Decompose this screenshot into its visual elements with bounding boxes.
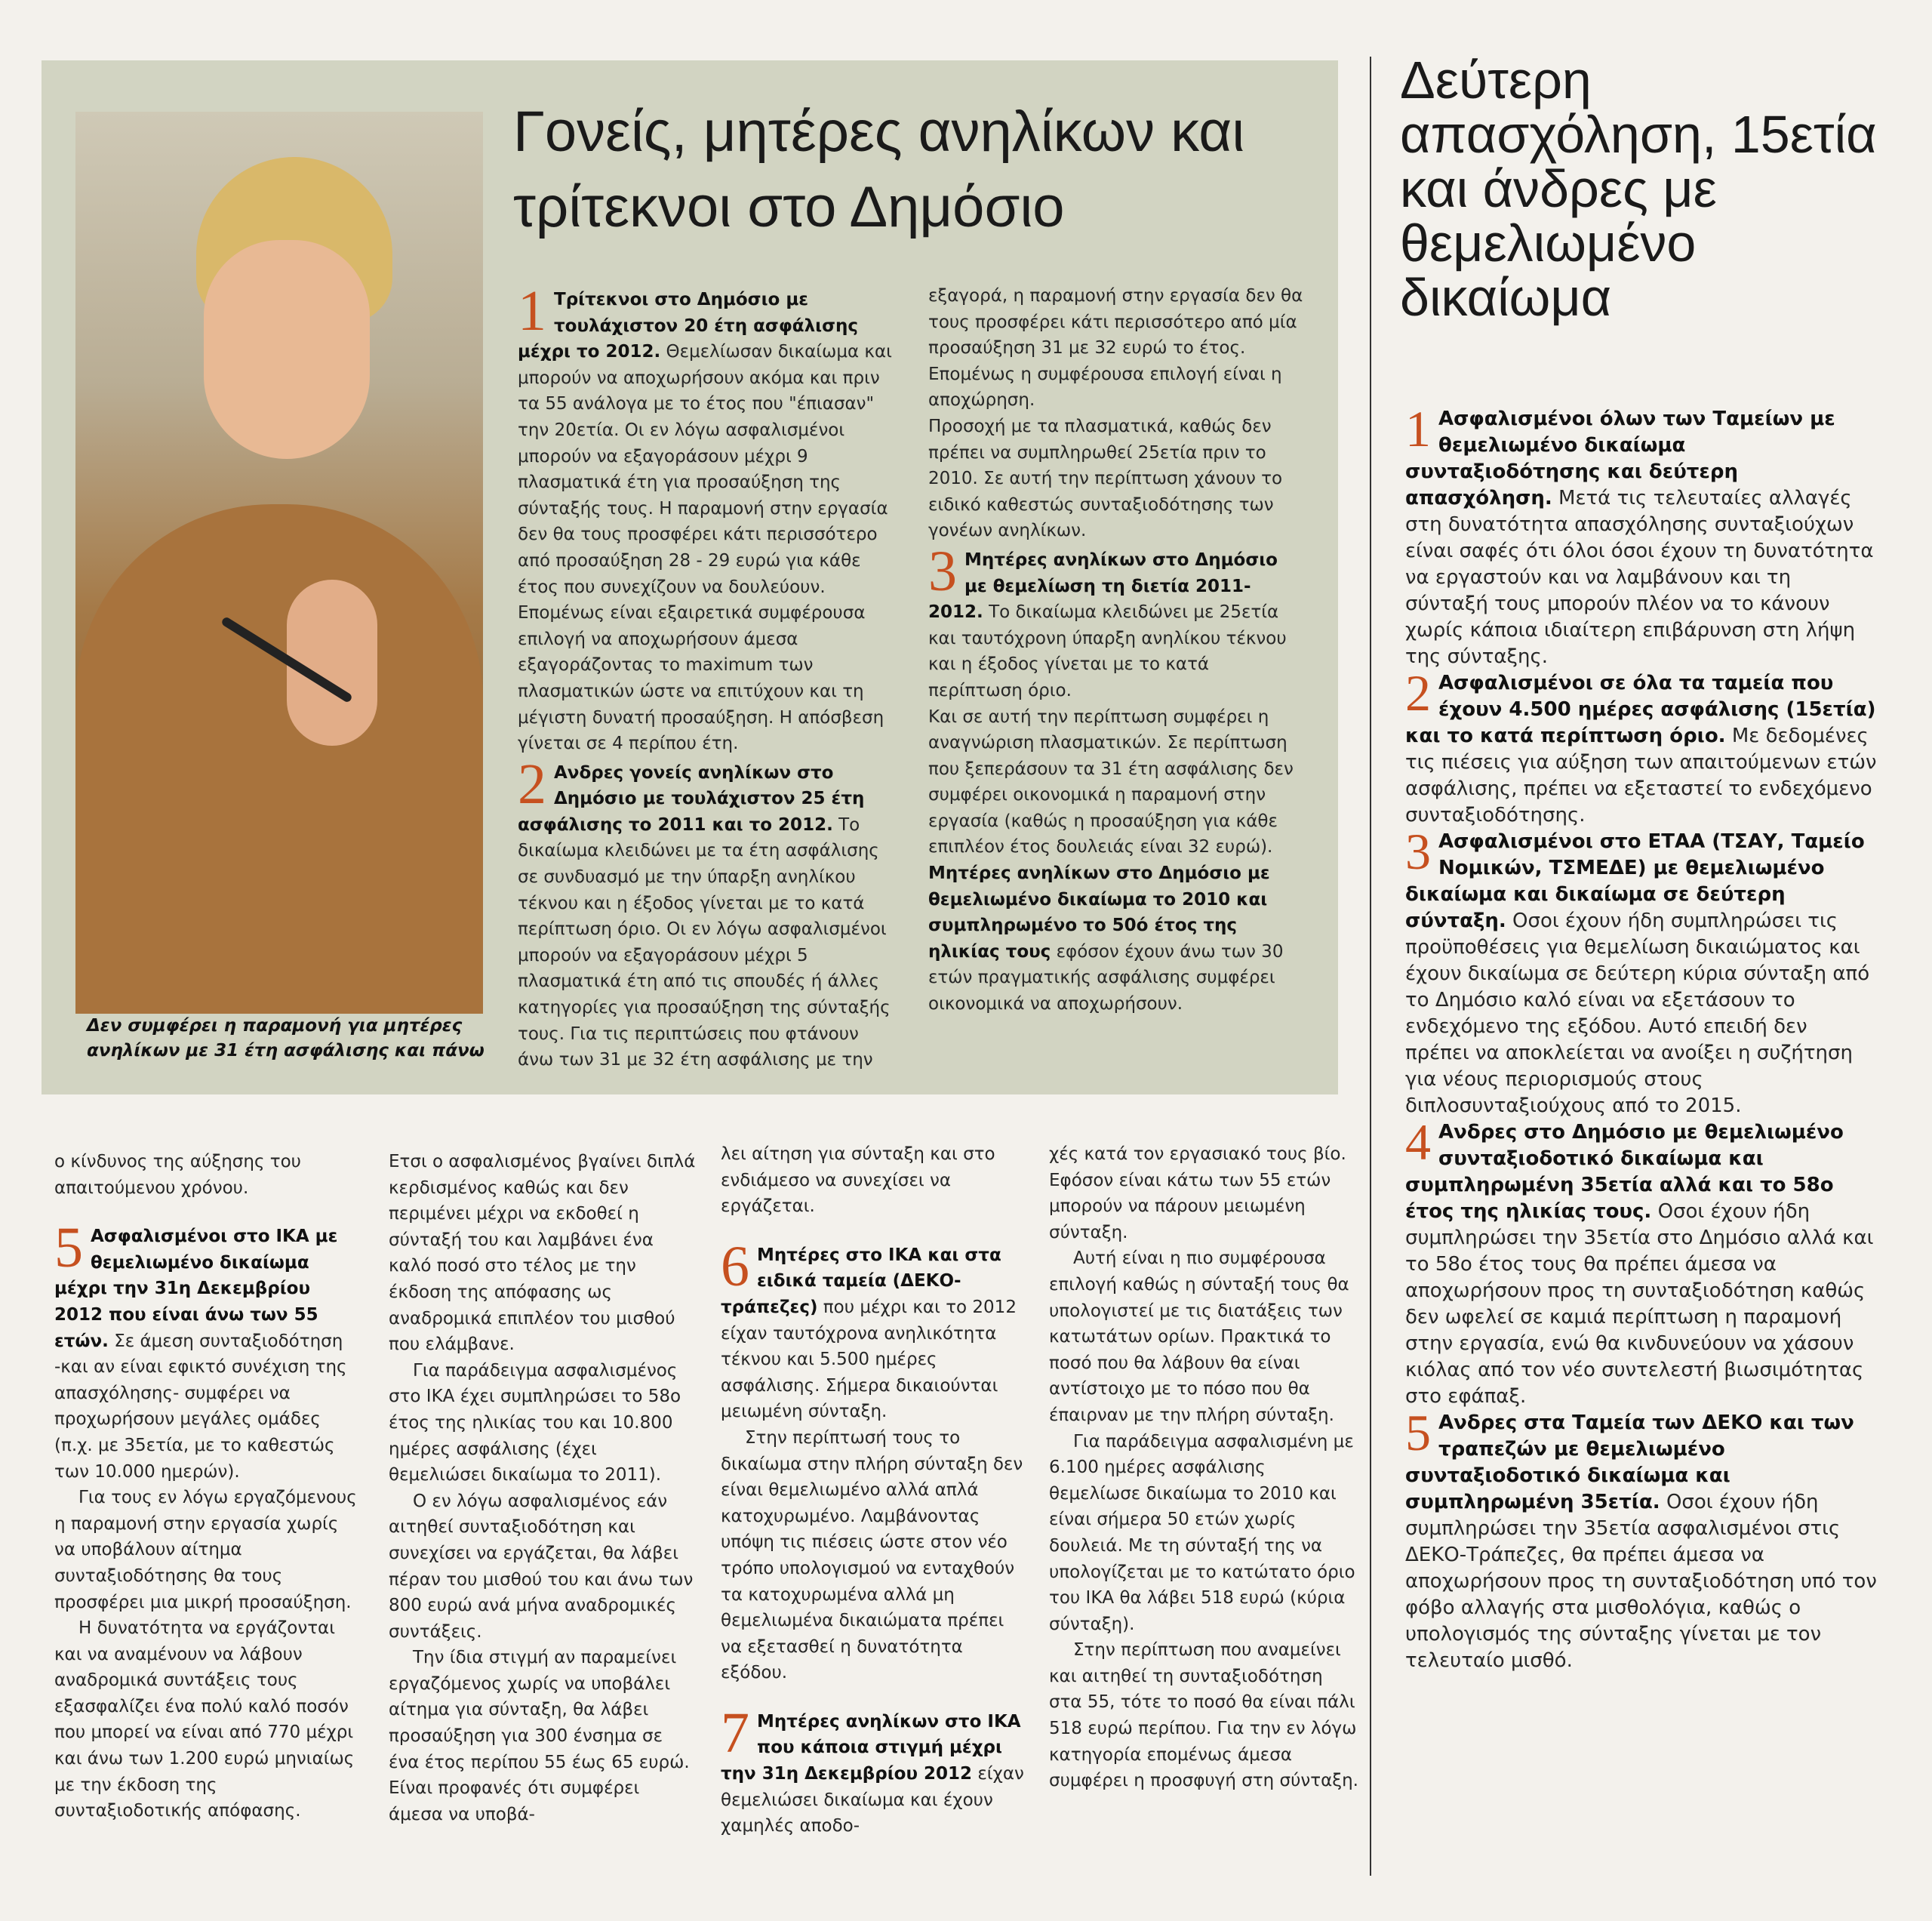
section-lead: Ανδρες στο Δημόσιο με θεμελιωμένο συνταξιοδοτικό δικαίωμα και συμπληρωμένη 35ετία αλλά και το 58ο έτος της ηλικίας τους. [1405,1121,1844,1223]
photo-body-shape [75,504,483,1014]
section-text: Σε άμεση συνταξιοδότηση -και αν είναι εφικτό συνέχιση της απασχόλησης- συμφέρει να προχωρήσουν μεγάλες ομάδες (π.χ. με 35ετία, με το καθεστώς των 10.000 ημερών). [54,1331,347,1482]
section-lead: Μητέρες ανηλίκων στο ΙΚΑ που κάποια στιγμή μέχρι την 31η Δεκεμβρίου 2012 [721,1711,1021,1784]
section-lead: Ασφαλισμένοι στο ΕΤΑΑ (ΤΣΑΥ, Ταμείο Νομικών, ΤΣΜΕΔΕ) με θεμελιωμένο δικαίωμα και δικαίωμα σε δεύτερη σύνταξη. [1405,830,1865,932]
bottom-col-1 [54,1149,364,1824]
section-lead: Ασφαλισμένοι στο ΙΚΑ με θεμελιωμένο δικαίωμα μέχρι την 31η Δεκεμβρίου 2012 που είναι άνω των 55 ετών. [54,1227,338,1351]
section-number: 5 [1405,1404,1431,1461]
paragraph: Ετσι ο ασφαλισμένος βγαίνει διπλά κερδισμένος καθώς και δεν περιμένει μέχρι να εκδοθεί η σύνταξή του και λαμβάνει ένα καλό ποσό στο τέλος με την έκδοση της απόφασης ως αναδρομικά επιπλέον του μισθού που ελάμβανε. [389,1152,696,1355]
section-lead: Μητέρες ανηλίκων στο Δημόσιο με θεμελιωμένο δικαίωμα το 2010 και συμπληρωμένο το 50ό έτος της ηλικίας τους [928,864,1270,962]
right-article-title: Δεύτερη απασχόληση, 15ετία και άνδρες με θεμελιωμένο δικαίωμα [1400,51,1877,327]
section-text: Το δικαίωμα κλειδώνει με 25ετία και ταυτόχρονη ύπαρξη ανηλίκου τέκνου και η έξοδος γίνεται με το κατά περίπτωση όριο. [928,602,1287,700]
bottom-col-4 [1049,1141,1358,1794]
section-lead: Μητέρες στο ΙΚΑ και στα ειδικά ταμεία (ΔΕΚΟ-τράπεζες) [721,1245,1001,1317]
section-text: εφόσον έχουν άνω των 30 ετών πραγματικής ασφάλισης συμφέρει οικονομικά να αποχωρήσουν. [928,941,1284,1014]
section-number: 3 [1405,823,1431,880]
left-article-title: Γονείς, μητέρες ανηλίκων και τρίτεκνοι στο Δημόσιο [513,100,1245,239]
paragraph: Η δυνατότητα να εργάζονται και να αναμένουν να λάβουν αναδρομικά συντάξεις τους εξασφαλίζει ένα πολύ καλό ποσόν που μπορεί να είναι από 770 μέχρι και άνω των 1.200 ευρώ μηνιαίως με την έκδοση της συνταξιοδοτικής απόφασης. [54,1618,355,1821]
right-article-body [1405,400,1877,1674]
paragraph: ο κίνδυνος της αύξησης του απαιτούμενου χρόνου. [54,1152,301,1198]
column-divider [1370,57,1371,1876]
section-number: 6 [721,1234,749,1298]
section-text: είχαν θεμελιώσει δικαίωμα και έχουν χαμηλές αποδο- [721,1764,1024,1836]
bottom-col-2 [389,1149,698,1827]
section-number: 1 [1405,400,1431,457]
section-text: Με δεδομένες τις πιέσεις για αύξηση των απαιτούμενων ετών ασφάλισης, πρέπει να εξεταστεί το ενδεχόμενο συνταξιοδότησης. [1405,725,1877,827]
paragraph: Για παράδειγμα ασφαλισμένος στο ΙΚΑ έχει συμπληρώσει το 58ο έτος της ηλικίας του και 10.800 ημέρες ασφάλισης (έχει θεμελιώσει δικαίωμα το 2011). [389,1360,681,1485]
paragraph: εξαγορά, η παραμονή στην εργασία δεν θα τους προσφέρει κάτι περισσότερο από μία προσαύξηση 31 με 32 ευρώ το έτος. Επομένως η συμφέρουσα επιλογή είναι η αποχώρηση. [928,286,1303,411]
section-number: 4 [1405,1113,1431,1171]
section-lead: Ανδρες γονείς ανηλίκων στο Δημόσιο με τουλάχιστον 25 έτη ασφάλισης το 2011 και το 2012. [518,762,865,835]
section-lead: Ασφαλισμένοι σε όλα τα ταμεία που έχουν 4.500 ημέρες ασφάλισης (15ετία) και το κατά περίπτωση όριο. [1405,672,1876,747]
section-lead: Μητέρες ανηλίκων στο Δημόσιο με θεμελίωση τη διετία 2011-2012. [928,550,1278,623]
section-number: 3 [928,539,957,603]
paragraph: Προσοχή με τα πλασματικά, καθώς δεν πρέπει να συμπληρωθεί 25ετία πριν το 2010. Σε αυτή την περίπτωση χάνουν το ειδικό καθεστώς συνταξιοδότησης των γονέων ανηλίκων. [928,416,1283,541]
section-number: 2 [518,752,546,816]
article-photo [75,112,483,1014]
paragraph: χές κατά τον εργασιακό τους βίο. Εφόσον είναι κάτω των 55 ετών μπορούν να πάρουν μειωμένη σύνταξη. [1049,1144,1346,1242]
section-text: Το δικαίωμα κλειδώνει με τα έτη ασφάλισης σε συνδυασμό με την ύπαρξη ανηλίκου τέκνου και η έξοδος γίνεται με το κατά περίπτωση όριο. Οι εν λόγω ασφαλισμένοι μπορούν να εξαγοράσουν μέχρι 5 πλασματικά έτη από τις σπουδές ή άλλες κατηγορίες για προσαύξηση της σύνταξής τους. Για τις περιπτώσεις που φτάνουν άνω των 31 με 32 έτη ασφάλισης με την [518,814,891,1070]
paragraph: Και σε αυτή την περίπτωση συμφέρει η αναγνώριση πλασματικών. Σε περίπτωση που ξεπεράσουν τα 31 έτη ασφάλισης δεν συμφέρει οικονομικά η παραμονή στην εργασία (καθώς η προσαύξηση για κάθε επιπλέον έτος δουλειάς είναι 32 ευρώ). [928,707,1294,857]
paragraph: Στην περίπτωση που αναμείνει και αιτηθεί τη συνταξιοδότηση στα 55, τότε το ποσό θα είναι πάλι 518 ευρώ περίπου. Για την εν λόγω κατηγορία επομένως άμεσα συμφέρει η προσφυγή στη σύνταξη. [1049,1640,1358,1791]
photo-caption: Δεν συμφέρει η παραμονή για μητέρες ανηλίκων με 31 έτη ασφάλισης και πάνω [87,1016,485,1061]
section-text: Οσοι έχουν ήδη συμπληρώσει την 35ετία ασφαλισμένοι στις ΔΕΚΟ-Τράπεζες, θα πρέπει άμεσα να αποχωρήσουν προς τη συνταξιοδότηση υπό τον φόβο αλλαγής στα μισθολόγια, καθώς ο υπολογισμός της σύνταξης γίνεται με τον τελευταίο μισθό. [1405,1491,1877,1672]
section-text: Οσοι έχουν ήδη συμπληρώσει τις προϋποθέσεις για θεμελίωση δικαιώματος και έχουν δικαίωμα σε δεύτερη κύρια σύνταξη από το Δημόσιο καλό είναι να εξετάσουν το ενδεχόμενο της εξόδου. Αυτό επειδή δεν πρέπει να αποκλείεται να ανοίξει η συζήτηση για νέους περιορισμούς στους διπλοσυνταξιούχους από το 2015. [1405,910,1870,1117]
section-number: 7 [721,1701,749,1765]
section-lead: Ασφαλισμένοι όλων των Ταμείων με θεμελιωμένο δικαίωμα συνταξιοδότησης και δεύτερη απασχόληση. [1405,408,1835,509]
paragraph: Την ίδια στιγμή αν παραμείνει εργαζόμενος χωρίς να υποβάλει αίτημα για σύνταξη, θα λάβει προσαύξηση για 300 ένσημα σε ένα έτος περίπου 55 έως 65 ευρώ. Είναι προφανές ότι συμφέρει άμεσα να υποβά- [389,1648,690,1824]
section-lead: Ανδρες στα Ταμεία των ΔΕΚΟ και των τραπεζών με θεμελιωμένο συνταξιοδοτικό δικαίωμα και συμπληρωμένη 35ετία. [1405,1412,1854,1513]
bottom-col-3 [721,1141,1030,1839]
section-lead: Τρίτεκνοι στο Δημόσιο με τουλάχιστον 20 έτη ασφάλισης μέχρι το 2012. [518,290,859,362]
section-text: Μετά τις τελευταίες αλλαγές στη δυνατότητα απασχόλησης συνταξιούχων είναι σαφές ότι όλοι όσοι έχουν τη δυνατότητα να εργαστούν και να λαμβάνουν και τη σύνταξή τους μπορούν πλέον να το κάνουν χωρίς κάποια ιδιαίτερη επιβάρυνση στη λήψη της σύνταξης. [1405,487,1874,668]
paragraph: Για τους εν λόγω εργαζόμενους η παραμονή στην εργασία χωρίς να υποβάλουν αίτημα συνταξιοδότησης θα τους προσφέρει μια μικρή προσαύξηση. [54,1488,357,1612]
section-number: 1 [518,279,546,343]
left-article-col-a [518,279,895,1073]
photo-face-shape [204,240,370,459]
section-text: που μέχρι και το 2012 είχαν ταυτόχρονα ανηλικότητα τέκνου και 5.500 ημέρες ασφάλισης. Σήμερα δικαιούνται μειωμένη σύνταξη. [721,1297,1017,1422]
section-text: Οσοι έχουν ήδη συμπληρώσει την 35ετία στο Δημόσιο αλλά και το 58ο έτος τους θα πρέπει άμεσα να αποχωρήσουν προς τη συνταξιοδότηση καθώς δεν ωφελεί σε καμιά περίπτωση η παραμονή στην εργασία, ενώ θα κινδυνεύουν να χάσουν κιόλας από τον νέο συντελεστή βιωσιμότητας στο εφάπαξ. [1405,1200,1874,1408]
paragraph: Για παράδειγμα ασφαλισμένη με 6.100 ημέρες ασφάλισης θεμελίωσε δικαίωμα το 2010 και είναι σήμερα 50 ετών χωρίς δουλειά. Με τη σύνταξή της να υπολογίζεται με το κατώτατο όριο του ΙΚΑ θα λάβει 518 ευρώ (κύρια σύνταξη). [1049,1431,1355,1634]
paragraph: Αυτή είναι η πιο συμφέρουσα επιλογή καθώς η σύνταξή τους θα υπολογιστεί με τις διατάξεις των κατωτάτων ορίων. Πρακτικά το ποσό που θα λάβουν θα είναι αντίστοιχο με το πόσο που θα έπαιρναν με την πλήρη σύνταξη. [1049,1248,1349,1425]
left-article-col-b [928,283,1306,1017]
section-number: 5 [54,1216,83,1280]
paragraph: λει αίτηση για σύνταξη και στο ενδιάμεσο να συνεχίσει να εργάζεται. [721,1144,995,1217]
paragraph: Ο εν λόγω ασφαλισμένος εάν αιτηθεί συνταξιοδότηση και συνεχίσει να εργάζεται, θα λάβει πέραν του μισθού του και άνω των 800 ευρώ ανά μήνα αναδρομικές συντάξεις. [389,1491,694,1642]
section-text: Θεμελίωσαν δικαίωμα και μπορούν να αποχωρήσουν ακόμα και πριν τα 55 ανάλογα με το έτος που "έπιασαν" την 20ετία. Οι εν λόγω ασφαλισμένοι μπορούν να εξαγοράσουν μέχρι 9 πλασματικά έτη για προσαύξηση της σύνταξής τους. Η παραμονή στην εργασία δεν θα τους προσφέρει κάτι περισσότερο από προσαύξηση 28 - 29 ευρώ για κάθε έτος που συνεχίζουν να δουλεύουν. Επομένως είναι εξαιρετικά συμφέρουσα επιλογή να αποχωρήσουν άμεσα εξαγοράζοντας το maximum των πλασματικών ώστε να επιτύχουν και τη μέγιστη δυνατή προσαύξηση. Η απόσβεση γίνεται σε 4 περίπου έτη. [518,342,892,754]
section-number: 2 [1405,664,1431,722]
paragraph: Στην περίπτωσή τους το δικαίωμα στην πλήρη σύνταξη δεν είναι θεμελιωμένο αλλά απλά κατοχυρωμένο. Λαμβάνοντας υπόψη τις πιέσεις ώστε στον νέο τρόπο υπολογισμού να ενταχθούν τα κατοχυρωμένα αλλά μη θεμελιωμένα δικαιώματα πρέπει να εξετασθεί η δυνατότητα εξόδου. [721,1427,1023,1683]
